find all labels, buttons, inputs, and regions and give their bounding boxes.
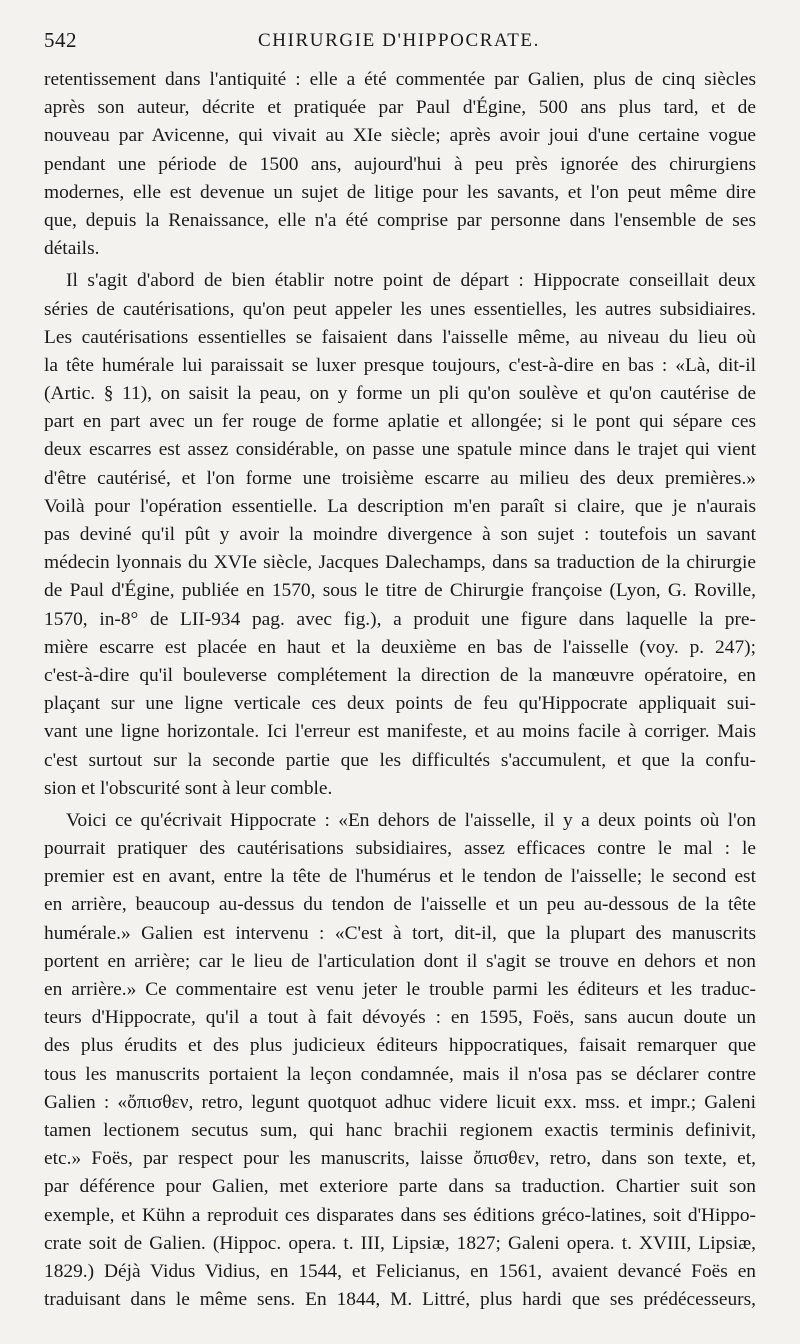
text-line: teurs d'Hippocrate, qu'il a tout à fait dévoyés : en 1595, Foës, sans aucun doute un — [44, 1007, 756, 1029]
text-line: après son auteur, décrite et pratiquée par Paul d'Égine, 500 ans plus tard, et de — [44, 97, 756, 119]
text-line: humérale.» Galien est intervenu : «C'est à tort, dit-il, que la plupart des manuscrits — [44, 922, 756, 944]
text-line: crate soit de Galien. (Hippoc. opera. t. III, Lipsiæ, 1827; Galeni opera. t. XVIII, Lipsiæ, — [44, 1232, 756, 1254]
text-line: portent en arrière; car le lieu de l'articulation dont il s'agit se trouve en dehors et non — [44, 950, 756, 972]
text-line: deux escarres est assez considérable, on passe une spatule mince dans le trajet qui vient — [44, 439, 756, 461]
text-line: pas deviné qu'il pût y avoir la moindre divergence à son sujet : toutefois un savant — [44, 524, 756, 545]
text-line: vant une ligne horizontale. Ici l'erreur est manifeste, et au moins facile à corriger. Mais — [44, 721, 756, 743]
text-line: etc.» Foës, par respect pour les manuscrits, laisse ὄπισθεν, retro, dans son texte, et, — [44, 1148, 756, 1170]
body-text — [44, 66, 756, 1318]
text-line: 1570, in-8° de LII-934 pag. avec fig.), a produit une figure dans laquelle la pre- — [44, 608, 756, 630]
text-line: détails. — [44, 238, 100, 260]
text-line: (Artic. § 11), on saisit la peau, on y forme un pli qu'on soulève et qu'on cautérise de — [44, 383, 756, 405]
text-line: séries de cautérisations, qu'on peut appeler les unes essentielles, les autres subsidiaires. — [44, 298, 756, 320]
text-line: sion et l'obscurité sont à leur comble. — [44, 777, 333, 799]
text-line: que, depuis la Renaissance, elle n'a été comprise par personne dans l'ensemble de ses — [44, 209, 756, 231]
text-line: en arrière, beaucoup au-dessus du tendon de l'aisselle et un peu au-dessous de la tête — [44, 894, 756, 916]
text-line: Les cautérisations essentielles se faisaient dans l'aisselle même, au niveau du lieu où — [44, 326, 756, 348]
text-line: des plus érudits et des plus judicieux éditeurs hippocratiques, faisait remarquer que — [44, 1035, 756, 1057]
text-line: en arrière.» Ce commentaire est venu jeter le trouble parmi les éditeurs et les traduc- — [44, 979, 756, 1000]
text-line: traduisant dans le même sens. En 1844, M. Littré, plus hardi que ses prédécesseurs, — [44, 1289, 756, 1311]
text-line: part en part avec un fer rouge de forme aplatie et allongée; si le pont qui sépare ces — [44, 411, 756, 433]
text-line: Voilà pour l'opération essentielle. La description m'en paraît si claire, que je n'aurais — [44, 495, 756, 517]
paragraph — [44, 66, 756, 263]
paragraph — [44, 807, 756, 1314]
text-line: de Paul d'Égine, publiée en 1570, sous le titre de Chirurgie françoise (Lyon, G. Roville, — [44, 580, 756, 602]
text-line: 1829.) Déjà Vidus Vidius, en 1544, et Felicianus, en 1561, avaient devancé Foës en — [44, 1260, 756, 1282]
text-line: pourrait pratiquer des cautérisations subsidiaires, assez efficaces contre le mal : le — [44, 838, 756, 860]
text-line: exemple, et Kühn a reproduit ces disparates dans ses éditions gréco-latines, soit d'Hippo- — [44, 1204, 756, 1226]
page-header — [44, 28, 756, 58]
paragraph — [44, 267, 756, 803]
text-line: médecin lyonnais du XVIe siècle, Jacques Dalechamps, dans sa traduction de la chirurgie — [44, 552, 756, 574]
text-line: c'est surtout sur la seconde partie que les difficultés s'accumulent, et que la confu- — [44, 749, 756, 771]
text-line: par déférence pour Galien, met exteriore parte dans sa traduction. Chartier suit son — [44, 1176, 756, 1198]
text-line: premier est en avant, entre la tête de l'humérus et le tendon de l'aisselle; le second est — [44, 866, 756, 888]
running-head: CHIRURGIE D'HIPPOCRATE. — [258, 30, 540, 51]
page-number: 542 — [44, 28, 77, 52]
text-line: c'est-à-dire qu'il bouleverse complétement la direction de la manœuvre opératoire, en — [44, 664, 756, 686]
text-line: Galien : «ὄπισθεν, retro, legunt quotquot adhuc videre licuit exx. mss. et impr.; Galeni — [44, 1091, 756, 1113]
text-line: mière escarre est placée en haut et la deuxième en bas de l'aisselle (voy. p. 247); — [44, 636, 756, 658]
text-line: modernes, elle est devenue un sujet de litige pour les savants, et l'on peut même dire — [44, 181, 756, 203]
text-line: retentissement dans l'antiquité : elle a été commentée par Galien, plus de cinq siècles — [44, 69, 756, 90]
text-line: nouveau par Avicenne, qui vivait au XIe siècle; après avoir joui d'une certaine vogue — [44, 125, 756, 147]
text-line: d'être cautérisé, et l'on forme une troisième escarre au milieu des deux premières.» — [44, 467, 756, 489]
text-line: plaçant sur une ligne verticale ces deux points de feu qu'Hippocrate appliquait sui- — [44, 693, 756, 715]
text-line: tamen lectionem secutus sum, qui hanc brachii regionem exactis terminis definivit, — [44, 1119, 756, 1141]
text-line: tous les manuscrits portaient la leçon condamnée, mais il n'osa pas se déclarer contre — [44, 1063, 756, 1085]
text-line: la tête humérale lui paraissait se luxer presque toujours, c'est-à-dire en bas : «Là, dit-il — [44, 354, 756, 376]
text-line: pendant une période de 1500 ans, aujourd'hui à peu près ignorée des chirurgiens — [44, 153, 756, 175]
text-line: Il s'agit d'abord de bien établir notre point de départ : Hippocrate conseillait deux — [66, 270, 756, 292]
text-line: Voici ce qu'écrivait Hippocrate : «En dehors de l'aisselle, il y a deux points où l'on — [66, 809, 756, 831]
